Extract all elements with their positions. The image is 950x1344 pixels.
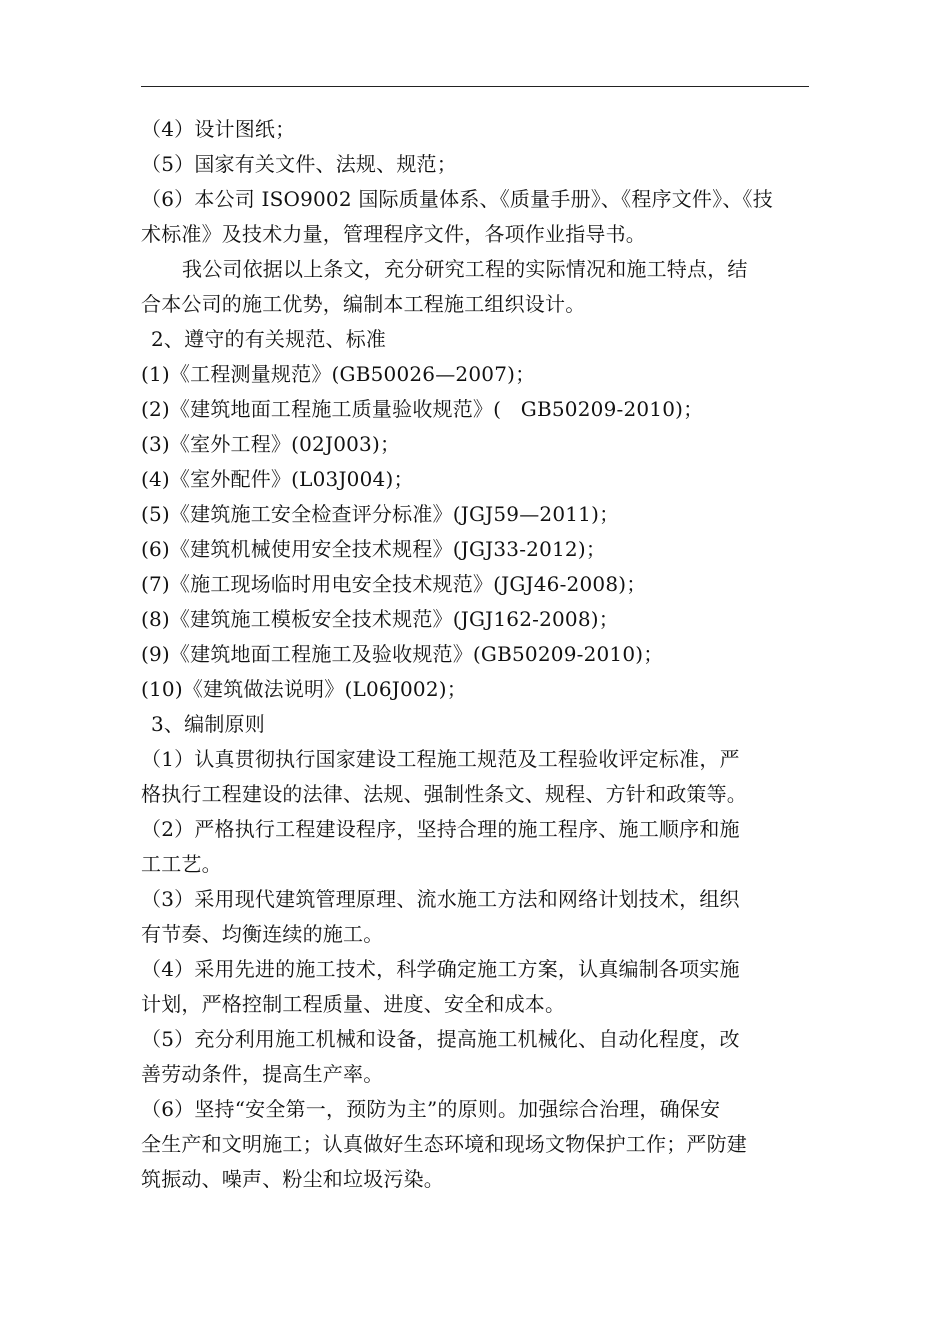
list-item: （6）本公司 ISO9002 国际质量体系、《质量手册》、《程序文件》、《技 <box>141 187 773 211</box>
section-heading: 3、编制原则 <box>151 712 265 736</box>
principle-item-continuation: 善劳动条件，提高生产率。 <box>141 1062 384 1086</box>
principle-item-continuation: 工工艺。 <box>141 852 222 876</box>
paragraph: 我公司依据以上条文，充分研究工程的实际情况和施工特点，结 <box>182 257 748 281</box>
document-body <box>141 112 811 1197</box>
header-rule <box>141 86 809 87</box>
list-item: （4）设计图纸； <box>141 117 296 141</box>
principle-item: （6）坚持“安全第一，预防为主”的原则。加强综合治理，确保安 <box>141 1097 721 1121</box>
standard-item: (1)《工程测量规范》(GB50026—2007)； <box>141 362 536 386</box>
principle-item: （1）认真贯彻执行国家建设工程施工规范及工程验收评定标准，严 <box>141 747 740 771</box>
standard-item: (9)《建筑地面工程施工及验收规范》(GB50209-2010)； <box>141 642 664 666</box>
principle-item-continuation: 格执行工程建设的法律、法规、强制性条文、规程、方针和政策等。 <box>141 782 747 806</box>
principle-item-continuation: 有节奏、均衡连续的施工。 <box>141 922 384 946</box>
standard-item: (5)《建筑施工安全检查评分标准》(JGJ59—2011)； <box>141 502 620 526</box>
standard-item: (7)《施工现场临时用电安全技术规范》(JGJ46-2008)； <box>141 572 647 596</box>
principle-item-continuation: 全生产和文明施工；认真做好生态环境和现场文物保护工作；严防建 <box>141 1132 747 1156</box>
standard-item: (8)《建筑施工模板安全技术规范》(JGJ162-2008)； <box>141 607 619 631</box>
paragraph-continuation: 合本公司的施工优势，编制本工程施工组织设计。 <box>141 292 586 316</box>
standard-item: (4)《室外配件》(L03J004)； <box>141 467 414 491</box>
principle-item: （5）充分利用施工机械和设备，提高施工机械化、自动化程度，改 <box>141 1027 740 1051</box>
list-item-continuation: 术标准》及技术力量，管理程序文件，各项作业指导书。 <box>141 222 646 246</box>
principle-item-continuation: 计划，严格控制工程质量、进度、安全和成本。 <box>141 992 566 1016</box>
principle-item: （4）采用先进的施工技术，科学确定施工方案，认真编制各项实施 <box>141 957 740 981</box>
standard-item: (6)《建筑机械使用安全技术规程》(JGJ33-2012)； <box>141 537 607 561</box>
standard-item: (2)《建筑地面工程施工质量验收规范》( GB50209-2010)； <box>141 397 704 421</box>
section-heading: 2、遵守的有关规范、标准 <box>151 327 387 351</box>
principle-item: （2）严格执行工程建设程序，坚持合理的施工程序、施工顺序和施 <box>141 817 740 841</box>
standard-item: (3)《室外工程》(02J003)； <box>141 432 401 456</box>
standard-item: (10)《建筑做法说明》(L06J002)； <box>141 677 467 701</box>
principle-item-continuation: 筑振动、噪声、粉尘和垃圾污染。 <box>141 1167 444 1191</box>
list-item: （5）国家有关文件、法规、规范； <box>141 152 457 176</box>
principle-item: （3）采用现代建筑管理原理、流水施工方法和网络计划技术，组织 <box>141 887 740 911</box>
